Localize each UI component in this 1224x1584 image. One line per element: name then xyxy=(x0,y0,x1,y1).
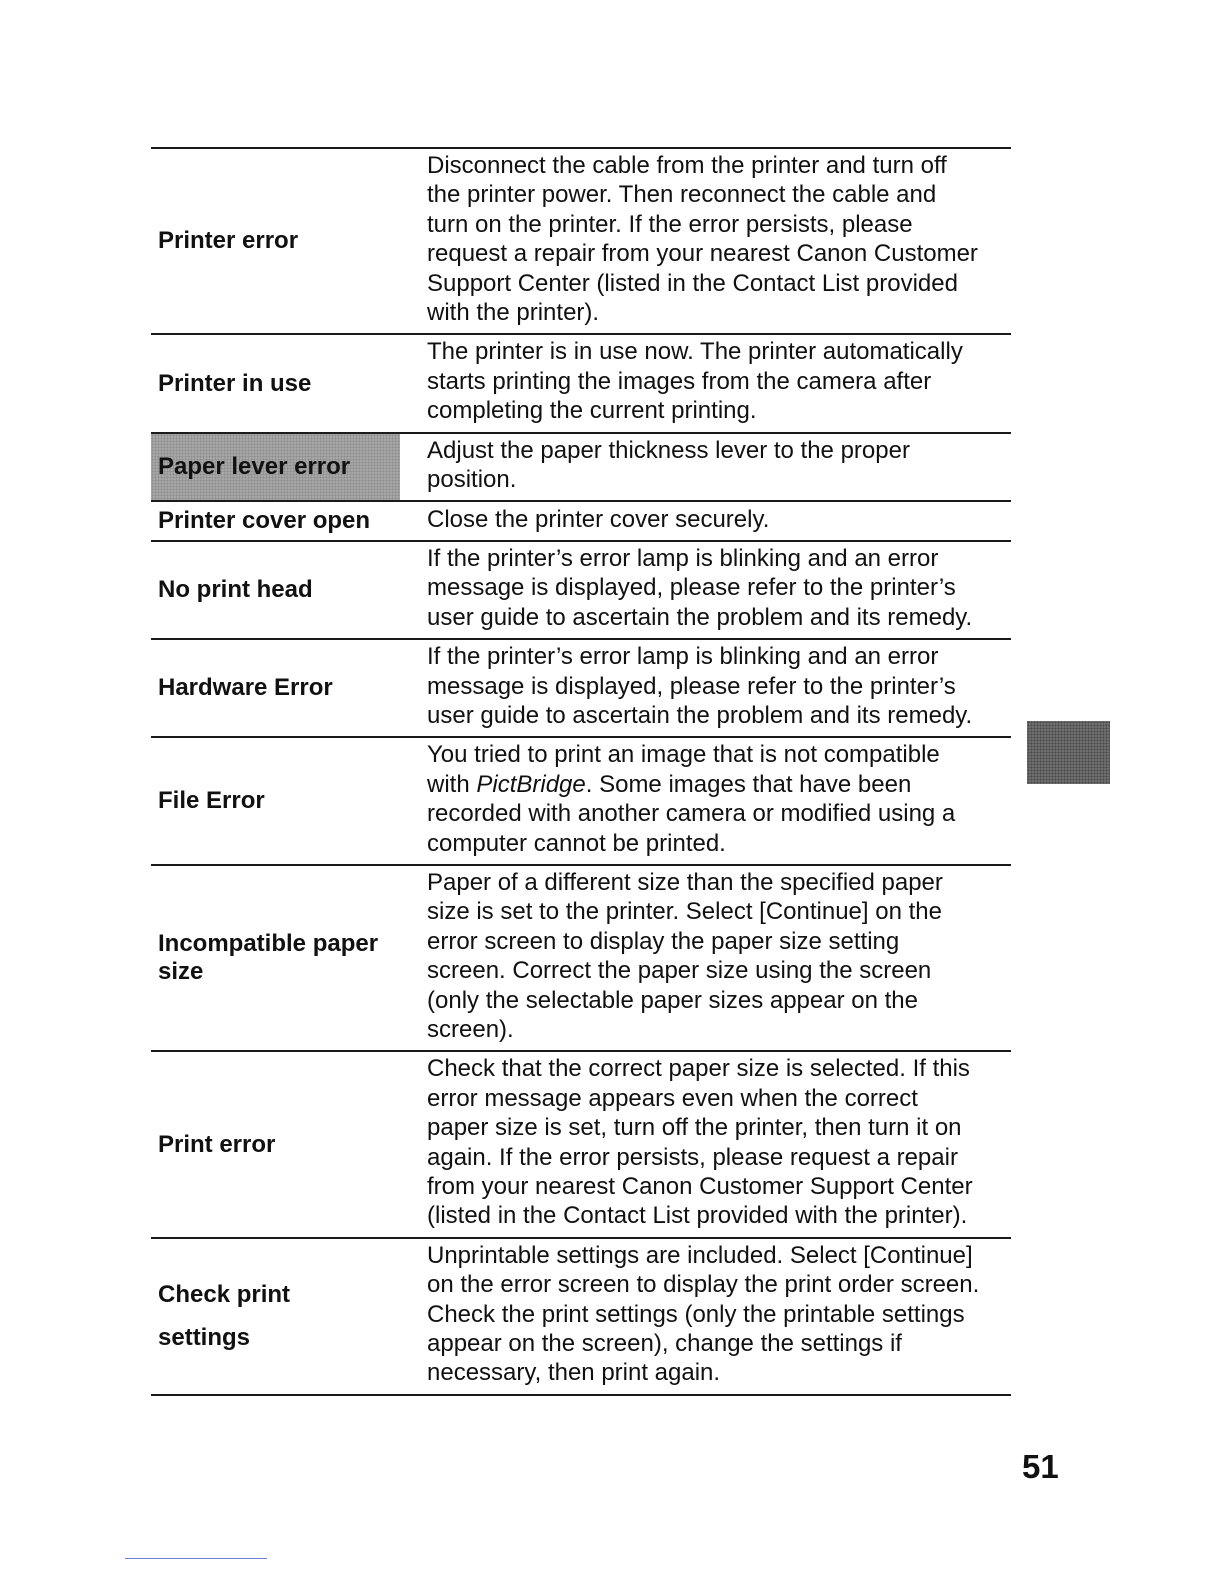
error-name-text: No print head xyxy=(158,575,313,603)
error-description xyxy=(400,738,1011,864)
table-row xyxy=(151,866,1011,1052)
page-number: 51 xyxy=(1022,1448,1059,1485)
error-name-text: Printer in use xyxy=(158,369,312,397)
table-row xyxy=(151,335,1011,433)
error-description: If the printer’s error lamp is blinking and an error message is displayed, please refer to the printer’s user guide to ascertain the problem and its remedy. xyxy=(427,643,973,729)
error-description: Disconnect the cable from the printer and turn off the printer power. Then reconnect the cable and turn on the printer. If the error persists, please request a repair from your nearest Canon Customer Support Center (listed in the Contact List provided with the printer). xyxy=(427,152,978,327)
table-row xyxy=(151,1239,1011,1396)
error-message-table xyxy=(151,147,1011,1396)
table-row xyxy=(151,738,1011,866)
error-name-line: Check print xyxy=(158,1280,291,1308)
description-text: . Some images that have been recorded with another camera or modified using a computer cannot be printed. xyxy=(427,770,956,857)
error-name-text: File Error xyxy=(158,787,265,815)
error-name-line: size xyxy=(158,958,204,986)
error-description: Close the printer cover securely. xyxy=(427,506,770,534)
table-row xyxy=(151,542,1011,640)
footer-divider xyxy=(125,1558,267,1559)
table-row xyxy=(151,640,1011,738)
error-name-text: Printer error xyxy=(158,227,299,255)
table-row-highlighted xyxy=(151,434,1011,503)
error-name-text: Print error xyxy=(158,1130,276,1158)
error-description: Unprintable settings are included. Select [Continue] on the error screen to display the print order screen. Check the print settings (only the printable settings appear on the screen), change the settings if necessary, then print again. xyxy=(427,1241,980,1387)
error-name xyxy=(151,149,400,333)
chapter-tab-marker xyxy=(1027,721,1110,784)
description-text: You tried to print an image that is not compatible with xyxy=(427,741,940,798)
error-name xyxy=(151,502,400,539)
error-description: Adjust the paper thickness lever to the proper position. xyxy=(427,436,910,494)
error-description: Check that the correct paper size is selected. If this error message appears even when the correct paper size is set, turn off the printer, then turn it on again. If the error persists, please request a repair from your nearest Canon Customer Support Center (listed in the Contact List provided with the printer). xyxy=(427,1055,973,1230)
error-name xyxy=(151,738,400,864)
error-name-line: Incompatible paper xyxy=(158,930,379,958)
error-name xyxy=(151,866,400,1050)
error-name xyxy=(151,1052,400,1236)
error-name-highlighted xyxy=(151,434,400,501)
error-name xyxy=(151,640,400,736)
error-name xyxy=(151,335,400,431)
pictbridge-term: PictBridge xyxy=(476,770,586,798)
error-name-text: Hardware Error xyxy=(158,674,333,702)
table-row xyxy=(151,502,1011,541)
error-name-text: Printer cover open xyxy=(158,507,371,535)
error-description: Paper of a different size than the specified paper size is set to the printer. Select [Continue] on the error screen to display the paper size setting screen. Correct the paper size using the screen (only the selectable paper sizes appear on the screen). xyxy=(427,868,943,1043)
error-name xyxy=(151,542,400,638)
table-row xyxy=(151,1052,1011,1238)
error-description: The printer is in use now. The printer automatically starts printing the images from the camera after completing the current printing. xyxy=(427,338,963,425)
error-description: If the printer’s error lamp is blinking and an error message is displayed, please refer to the printer’s user guide to ascertain the problem and its remedy. xyxy=(427,544,973,631)
error-name-line: settings xyxy=(158,1323,251,1351)
table-row xyxy=(151,149,1011,335)
error-name-text: Paper lever error xyxy=(158,453,351,481)
error-name xyxy=(151,1239,400,1394)
